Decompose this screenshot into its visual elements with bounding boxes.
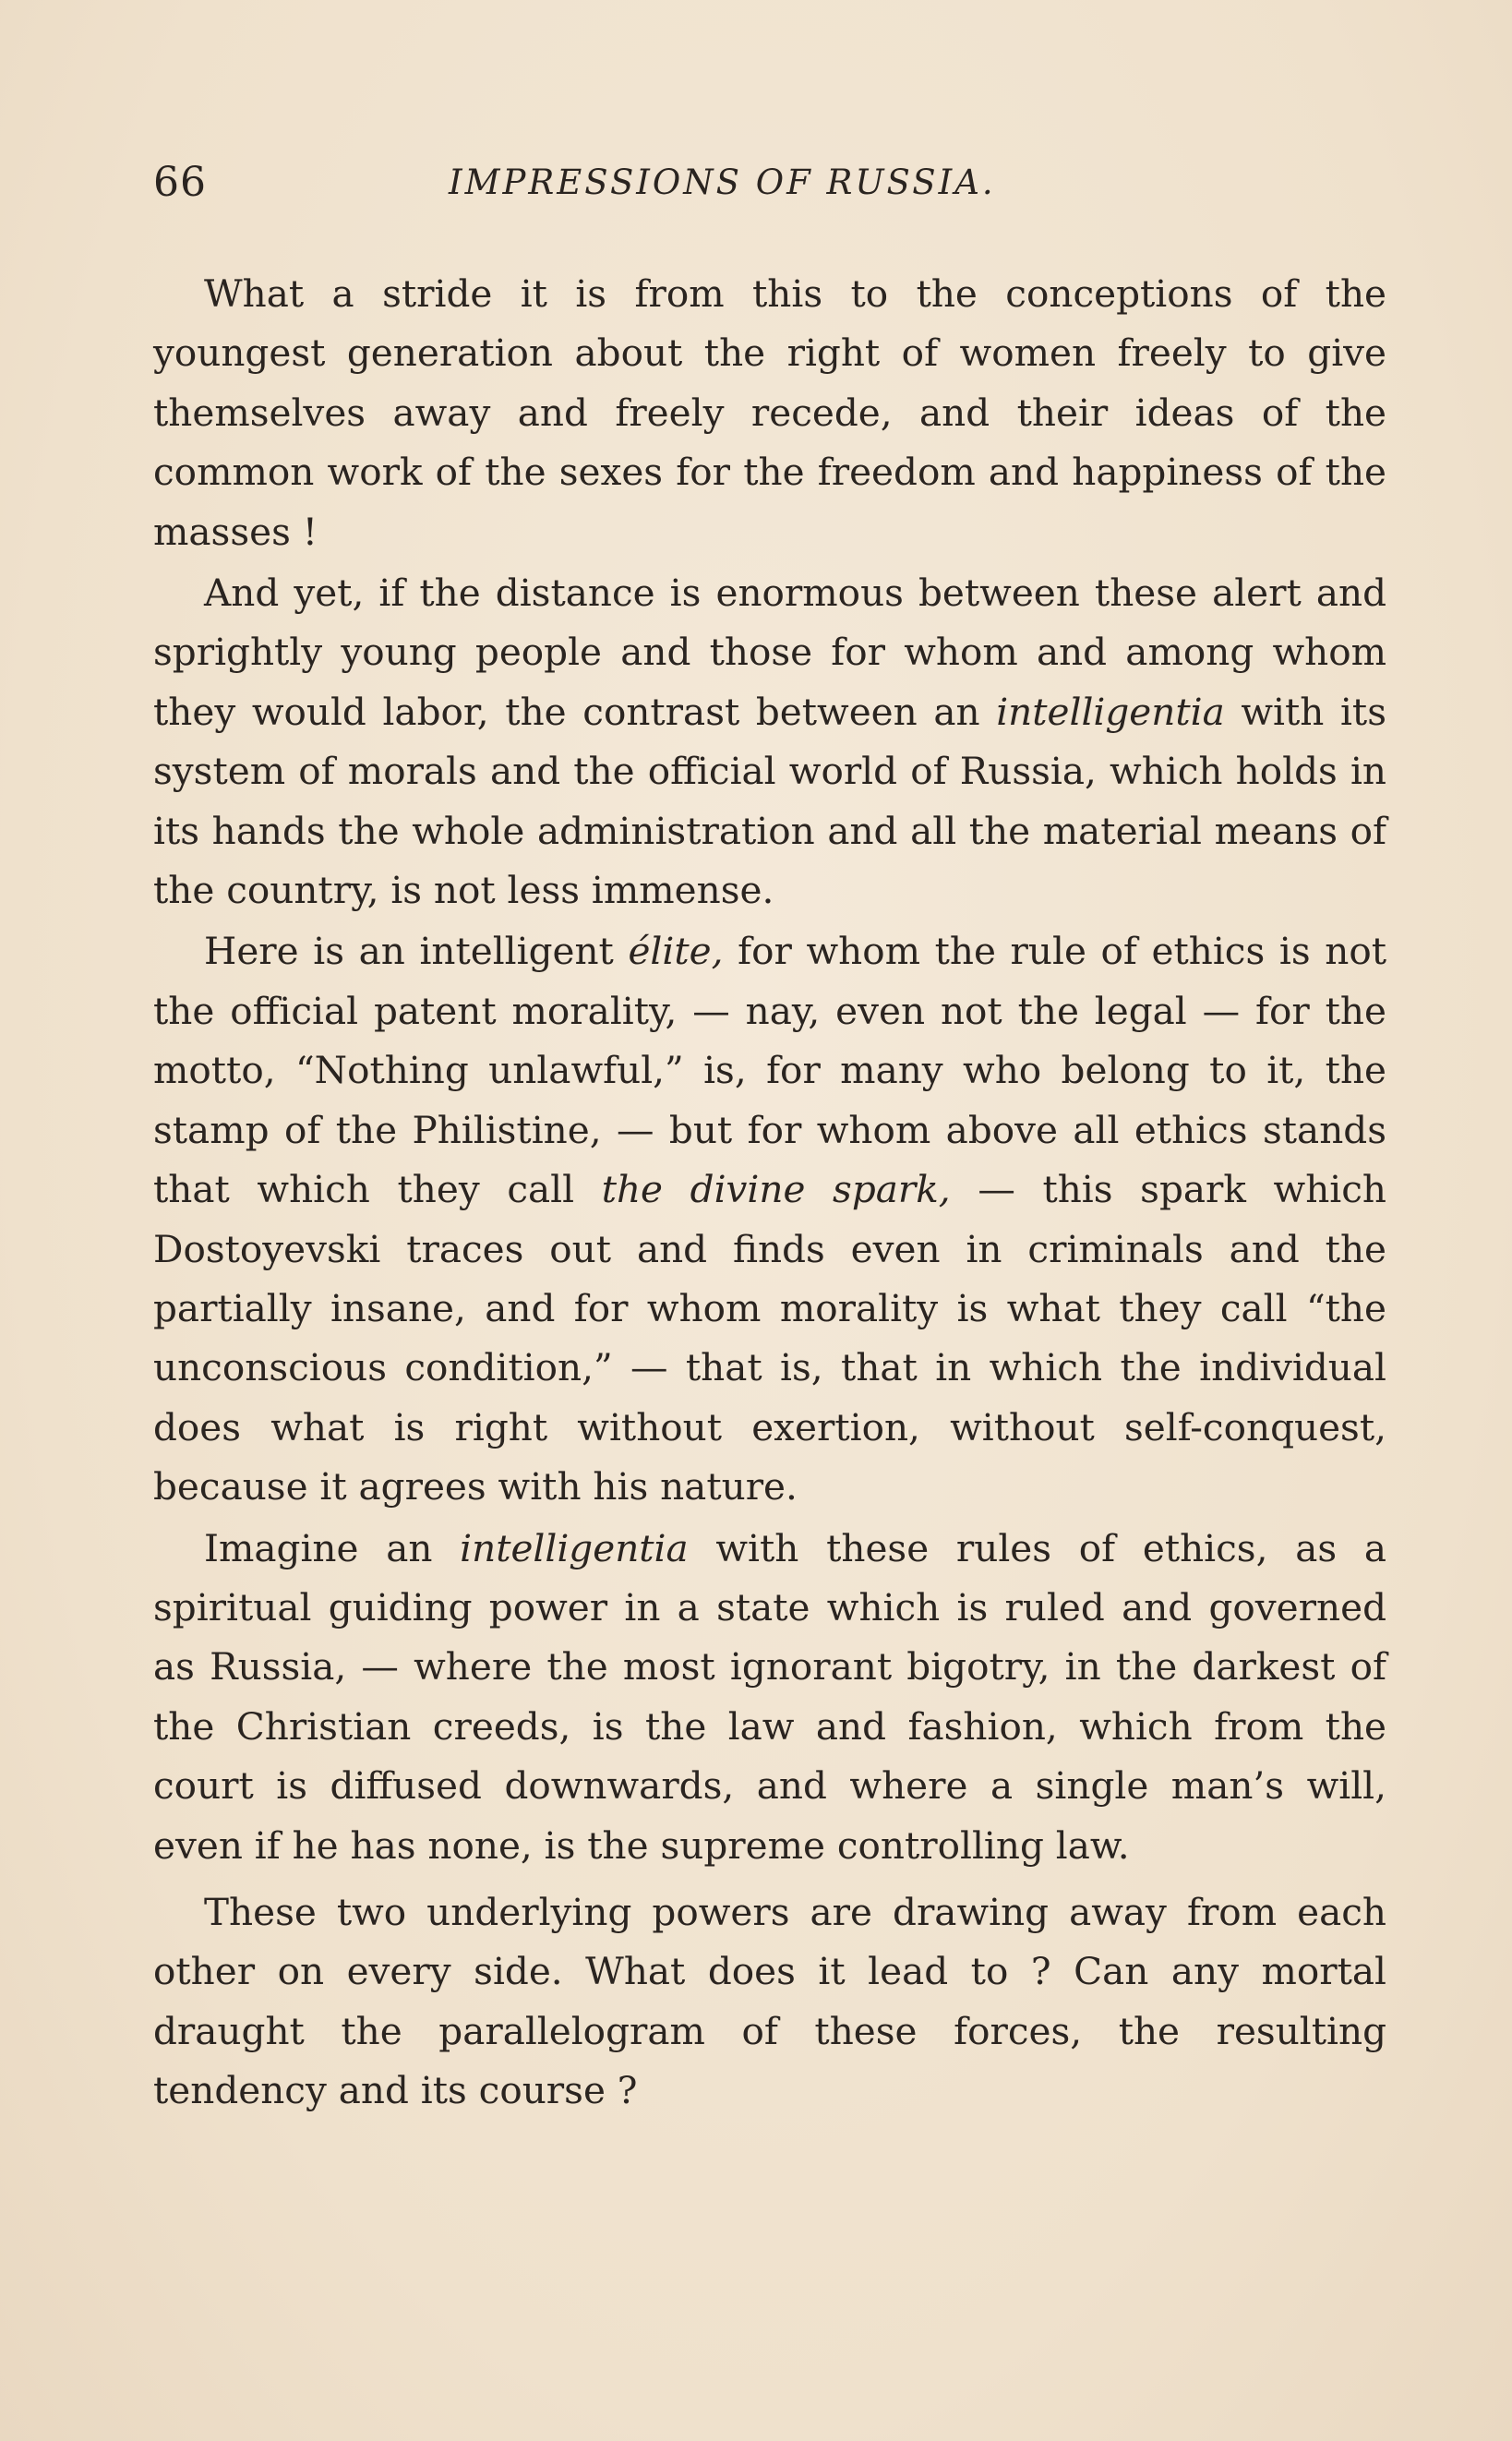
text-segment: for whom the rule of ethics is not the official patent morality, — nay, even not the legal — for the motto, “Nothing unlawful,” is, for many who belong to it, the stamp of the Philistine, — but for whom above all ethics stands that which they call — [153, 929, 1386, 1212]
text-segment: with these rules of ethics, as a spiritual guiding power in a state which is ruled and governed as Russia, — where the most ignorant bigotry, in the darkest of the Christian creeds, is the law and fashion, which from the court is diffused downwards, and where a single man’s will, even if he has none, is the supreme controlling law. — [153, 1525, 1386, 1868]
italic-term: the divine spark, — [601, 1167, 951, 1212]
page-number: 66 — [153, 159, 207, 206]
italic-term: intelligentia — [996, 689, 1225, 734]
text-segment: And yet, if the distance is enormous between these alert and sprightly young people and those for whom and among whom they would labor, the contrast between an — [153, 571, 1386, 734]
paragraph — [153, 563, 1386, 920]
text-segment: with its system of morals and the official world of Russia, which holds in its hands the whole administration and all the material means of the country, is not less immense. — [153, 689, 1386, 913]
running-head: IMPRESSIONS OF RUSSIA. — [449, 162, 996, 202]
text-segment: Here is an intelligent — [204, 929, 629, 974]
page-header — [153, 159, 1386, 214]
italic-term: élite, — [628, 929, 724, 974]
text-segment: — this spark which Dostoyevski traces out and finds even in criminals and the partially insane, and for whom morality is what they call “the unconscious condition,” — that is, that in which the individual does what is right without exertion, without self-conquest, because it agrees with his nature. — [153, 1167, 1387, 1509]
text-segment: These two underlying powers are drawing away from each other on every side. What does it lead to ? Can any mortal draught the parallelogram of these forces, the resulting tendency and its course ? — [153, 1889, 1386, 2113]
paragraph — [153, 1882, 1386, 2121]
paragraph — [153, 264, 1386, 561]
paragraph — [153, 1519, 1386, 1875]
text-segment: Imagine an — [204, 1525, 461, 1570]
italic-term: intelligentia — [460, 1525, 689, 1570]
body-text — [153, 264, 1386, 2121]
paragraph — [153, 921, 1386, 1516]
text-segment: What a stride it is from this to the conceptions of the youngest generation about the right of women freely to give themselves away and freely recede, and their ideas of the common work of the sexes for the freedom and happiness of the masses ! — [153, 271, 1386, 554]
